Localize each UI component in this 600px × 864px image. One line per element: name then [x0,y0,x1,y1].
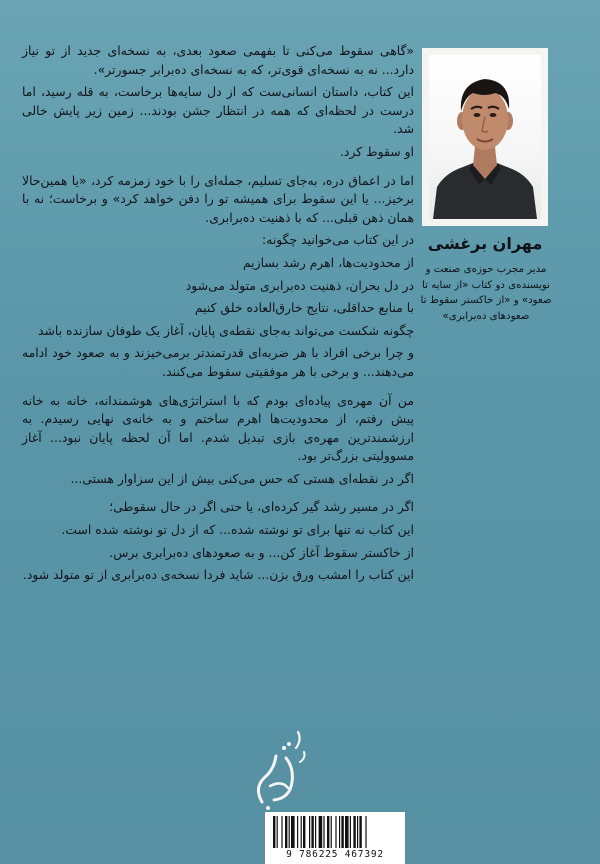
text-paragraph: اگر در مسیر رشد گیر کرده‌ای، یا حتی اگر در حال سقوطی؛ [109,499,414,515]
author-photo-frame [422,48,548,226]
barcode-bar [297,816,298,848]
barcode-bar [331,816,332,848]
barcode-bar [303,816,305,848]
author-portrait-icon [429,55,541,219]
barcode-bar [339,816,340,848]
author-photo [429,55,541,219]
barcode-bar [350,816,351,848]
isbn-number: 9 786225 467392 [286,849,384,860]
barcode-bar [285,816,287,848]
publisher-logo [240,728,320,810]
barcode-bar [281,816,282,848]
text-paragraph: و چرا برخی افراد با هر ضربه‌ای قدرتمندتر برمی‌خیزند و به صعود خود ادامه می‌دهند... و برخی با هر موفقیتی سقوط می‌کنند. [22,345,414,379]
barcode-bar [273,816,275,848]
author-name: مهران برغشی [427,234,543,253]
author-bio: مدیر مجرب حوزه‌ی صنعت و نویسنده‌ی دو کتاب «از سایه تا صعود» و «از خاکستر سقوط تا صعودهای دەبرابری» [420,264,552,322]
text-paragraph: این کتاب، داستان انسانی‌ست که از دل سایه‌ها برخاست، به قله رسید، اما درست در لحظه‌ای که همه در انتظار جشن بودند... زمین زیر پایش خالی شد. [22,84,414,137]
barcode-bar [301,816,302,848]
barcode-bar [357,816,358,848]
text-paragraph: از خاکستر سقوط آغاز کن... و به صعودهای ده‌برابری برس. [109,544,414,560]
text-paragraph: اما در اعماق دره، به‌جای تسلیم، جمله‌ای را با خود زمزمه کرد، «یا همین‌حالا برخیز... یا این سقوط برای همیشه تو را دفن خواهد کرد» و برخاست؛ نه با همان ذهن قبلی... که با ذهنیت ده‌برابری. [22,172,414,225]
text-paragraph: این کتاب نه تنها برای تو نوشته شده... که از دل تو نوشته شده است. [61,522,414,538]
publisher-logo-icon [240,728,320,810]
text-paragraph: او سقوط کرد. [339,143,414,159]
barcode-bar [311,816,313,848]
barcode-bar [319,816,323,848]
text-list-item: چگونه شکست می‌تواند به‌جای نقطه‌ی پایان، آغاز یک طوفان سازنده باشد [37,322,414,338]
barcode-bar [345,816,349,848]
barcode-bar [335,816,336,848]
barcode-icon [265,812,405,850]
barcode-bar [289,816,290,848]
text-paragraph: اگر در نقطه‌ای هستی که حس می‌کنی بیش از این سزاوار هستی... [70,470,414,486]
barcode-bar [323,816,324,848]
barcode-bar [359,816,361,848]
text-list-item: با منابع حداقلی، نتایج خارق‌العاده خلق کنیم [194,300,414,316]
barcode-bar [353,816,355,848]
isbn-barcode [265,812,405,864]
barcode-bar [291,816,295,848]
back-cover-text [22,42,414,589]
text-paragraph: در این کتاب می‌خوانید چگونه: [262,232,414,248]
text-list-item: از محدودیت‌ها، اهرم رشد بسازیم [242,254,414,270]
barcode-bar [327,816,329,848]
barcode-bar [277,816,278,848]
text-paragraph: من آن مهره‌ی پیاده‌ای بودم که با استراتژی‌های هوشمندانه، خانه به خانه پیش رفتم، از محدودیت‌ها اهرم ساختم و به خانه‌ی نهایی رسیدم. به ارزشمندترین مهره‌ی بازی تبدیل شدم. اما آن لحظه پایان نبود... آغاز مسوولیتی بزرگ‌تر بود. [22,392,414,464]
text-list-item: در دل بحران، ذهنیت ده‌برابری متولد می‌شود [185,277,414,293]
barcode-bar [315,816,316,848]
barcode-bar [365,816,366,848]
barcode-bar [341,816,343,848]
text-paragraph: «گاهی سقوط می‌کنی تا بفهمی صعود بعدی، به نسخه‌ای جدید از تو نیاز دارد... نه به نسخه‌ای قوی‌تر، که به نسخه‌ای ده‌برابر جسورتر». [22,43,414,77]
text-paragraph: این کتاب را امشب ورق بزن... شاید فردا نسخه‌ی ده‌برابری از تو متولد شود. [22,567,414,583]
barcode-bar [309,816,310,848]
